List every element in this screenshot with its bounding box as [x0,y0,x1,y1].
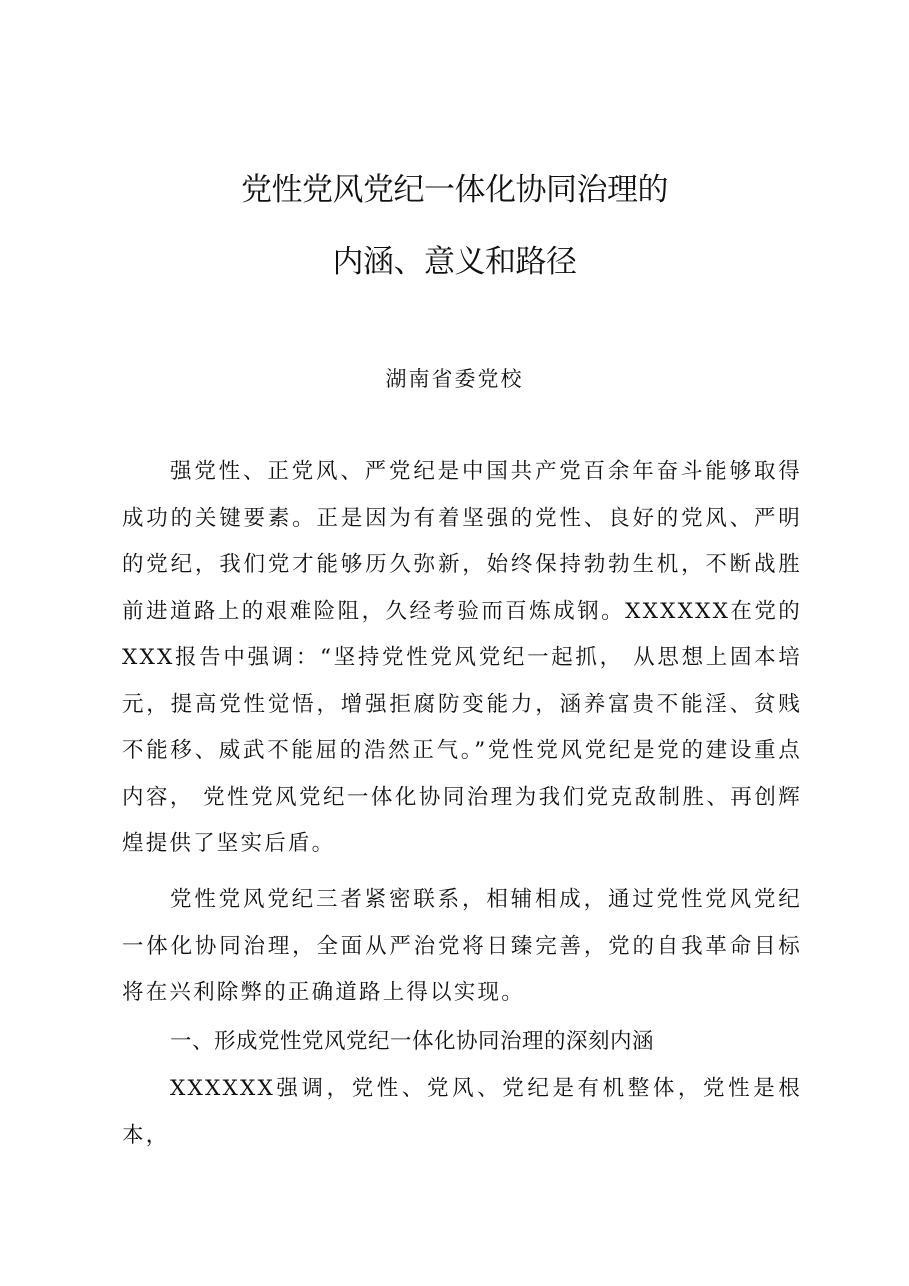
document-author: 湖南省委党校 [385,367,524,391]
section-heading-1: 一、形成党性党风党纪一体化协同治理的深刻内涵 [170,1029,655,1054]
body-paragraph-1: 强党性、正党风、严党纪是中国共产党百余年奋斗能够取得成功的关键要素。正是因为有着坚强的党性、良好的党风、严明的党纪，我们党才能够历久弥新，始终保持勃勃生机，不断战胜前进道路上的艰难险阻，久经考验而百炼成钢。XXXXXX在党的XXX报告中强调：“坚持党性党风党纪一起抓， 从思想上固本培元，提高党性觉悟，增强拒腐防变能力，涵养富贵不能淫、贫贱不能移、威武不能屈的浩然正气。”党性党风党纪是党的建设重点内容， 党性党风党纪一体化协同治理为我们党克敌制胜、再创辉煌提供了坚实后盾。 [122,459,802,856]
document-title-line-2: 内涵、意义和路径 [332,244,577,280]
body-paragraph-2: 党性党风党纪三者紧密联系，相辅相成，通过党性党风党纪一体化协同治理，全面从严治党将日臻完善，党的自我革命目标将在兴利除弊的正确道路上得以实现。 [122,887,802,1005]
body-paragraph-3: XXXXXX强调，党性、党风、党纪是有机整体，党性是根本， [122,1076,802,1148]
document-title-line-1: 党性党风党纪一体化协同治理的 [241,172,668,208]
